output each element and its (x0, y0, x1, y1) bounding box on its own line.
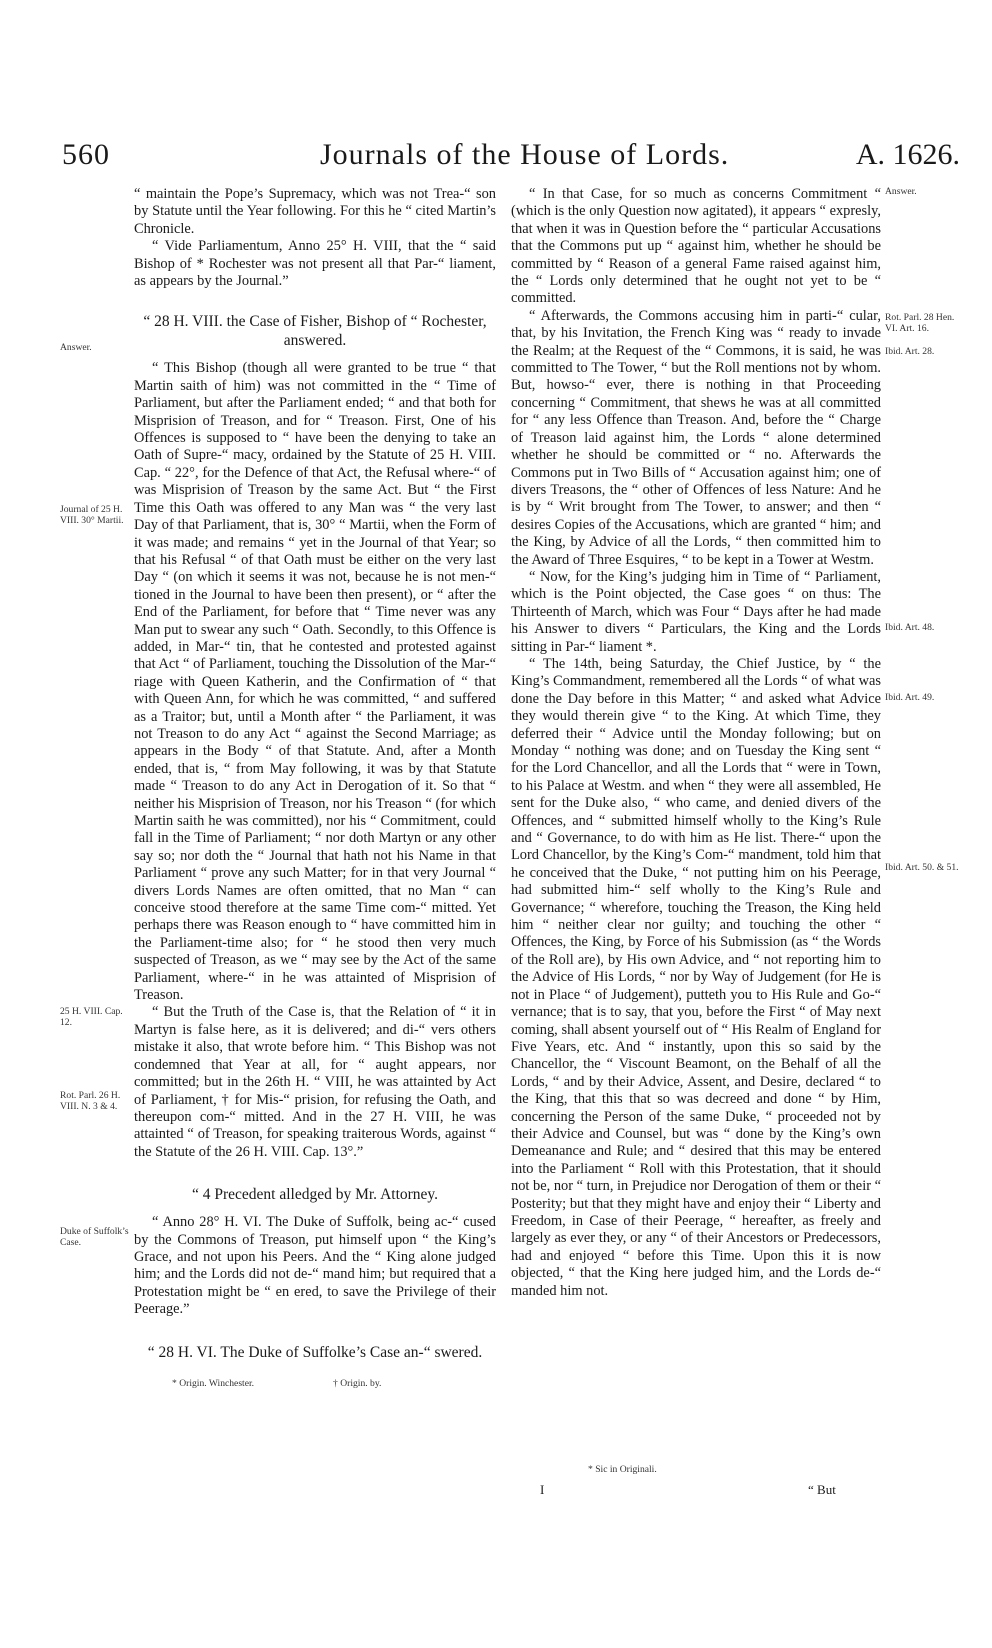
running-title: Journals of the House of Lords. (320, 138, 730, 171)
paragraph: “ This Bishop (though all were granted to be true “ that Martin saith of him) was not committed in the “ Time of Parliament, but after the Parliament ended; “ and that both for Misprision of Treason, and for “ Treason. First, One of his Offences is supposed to “ have been the denying to take an Oath of Supre-“ macy, ordained by the Statute of 25 H. VIII. Cap. “ 22°, for the Defence of that Act, the Refusal where-“ of was Misprision of Treason by the same Act. But “ the First Time this Oath was offered to any Man was “ the very last Day of that Parliament, that is, 30° “ Martii, when the Form of it was made; and remains “ yet in the Journal of that Year; so that his Refusal “ of that Oath must be either on the very last Day “ (on which it seems it was not, because he is not men-“ tioned in the Journal to have been then present), or “ after the End of the Parliament, for before that “ Time never was any Man put to swear any such “ Oath. Secondly, to this Offence is added, in Mar-“ tin, that he contested and protested against that Act “ of Parliament, touching the Dissolution of the Mar-“ riage with Queen Katherin, and the Confirmation of “ that with Queen Ann, for which he was committed, “ and suffered as a Traitor; but, until a Month after “ the Parliament, it was not Treason to do any Act “ against the Second Marriage; as appears in the Body “ of that Statute. And, after a Month ended, that is, “ from May following, it was by that Statute made “ Treason to do any Act in Derogation of it. So that “ neither his Misprision of Treason, nor his Treason “ (for which Martin saith he was committed), nor his “ Commitment, could fall in the Time of Parliament; “ nor doth Martyn or any other say so; nor doth the “ Journal that hath not his Name in that Parliament “ prove any such Matter; for in that very Journal “ divers Lords Names are often omitted, that no Man “ can conceive stood therefore at the same Time com-“ mitted. Yet perhaps there was Reason enough to “ have committed him in the Parliament-time also; for “ he stood then very much suspected of Treason, as we “ may see by the Act of the same Parliament, where-“ in he was attainted of Misprision of Treason. (134, 360, 496, 1004)
right-column (511, 186, 881, 1300)
paragraph: “ In that Case, for so much as concerns Commitment “ (which is the only Question now agitated), it appears “ expresly, that when it was in Question before the “ particular Accusations that the Commons put up “ against him, whether he should be committed by “ Reason of a general Fame raised against him, the “ Lords only determined that he ought not yet to be “ committed. (511, 186, 881, 307)
margin-note-rot: Rot. Parl. 26 H. VIII. N. 3 & 4. (60, 1090, 121, 1112)
margin-note-answer-right: Answer. (885, 186, 917, 197)
footnote: * Sic in Originali. (588, 1464, 657, 1475)
paragraph: “ Afterwards, the Commons accusing him in parti-“ cular, that, by his Invitation, the French King was “ ready to invade the Realm; at the Request of the “ Commons, it is said, he was committed to The Tower, “ but the Roll mentions not by whom. But, howso-“ ever, there is nothing in that Proceeding concerning “ Commitment, that shews he was at all committed for “ any less Offence than Treason. And, before the “ Charge of Treason laid against him, the Lords “ alone determined whether he should be committed or “ no. Afterwards the Commons put in Two Bills of “ Accusation against him; one of divers Treasons, the “ other of Offences of less Nature: And he is by “ Writ brought from The Tower, to answer; and then “ desires Copies of the Accusations, which are granted “ him; and the King, by Advice of all the Lords, “ then committed him to the Award of Three Esquires, “ to be kept in a Tower at Westm. (511, 307, 881, 568)
year-heading: A. 1626. (855, 138, 960, 171)
footnote: † Origin. by. (333, 1378, 382, 1389)
paragraph: “ maintain the Pope’s Supremacy, which was not Trea-“ son by Statute until the Year following. For this he “ cited Martin’s Chronicle. (134, 186, 496, 237)
margin-note-duke: Duke of Suffolk’s Case. (60, 1226, 129, 1248)
catchword: “ But (808, 1482, 836, 1497)
footnote: * Origin. Winchester. (172, 1378, 255, 1389)
left-column (134, 186, 496, 1362)
paragraph: “ Now, for the King’s judging him in Time of “ Parliament, which is the Point objected, the Case goes “ on thus: The Thirteenth of March, which was Four “ Days after he had made his Answer to divers “ Particulars, the King and the Lords sitting in Par-“ liament *. (511, 568, 881, 655)
margin-note-ibid: Ibid. Art. 28. (885, 346, 935, 357)
page-header (62, 138, 960, 178)
margin-note-answer: Answer. (60, 342, 92, 353)
margin-note-rot-right: Rot. Parl. 28 Hen. VI. Art. 16. (885, 312, 955, 334)
margin-note-statute: 25 H. VIII. Cap. 12. (60, 1006, 123, 1028)
signature-mark: I (540, 1482, 545, 1497)
margin-note-journal: Journal of 25 H. VIII. 30° Martii. (60, 504, 124, 526)
page-number: 560 (62, 138, 110, 171)
paragraph: “ Anno 28° H. VI. The Duke of Suffolk, being ac-“ cused by the Commons of Treason, put himself upon “ the King’s Grace, and not upon his Peers. And the “ King alone judged him; and the Lords did not de-“ mand him; but required that a Protestation might be “ en ered, to save the Privilege of their Peerage.” (134, 1214, 496, 1318)
margin-note-ibid: Ibid. Art. 48. (885, 622, 935, 633)
section-heading: “ 28 H. VIII. the Case of Fisher, Bishop of “ Rochester, answered. (143, 313, 487, 350)
margin-note-ibid: Ibid. Art. 50. & 51. (885, 862, 959, 873)
paragraph: “ The 14th, being Saturday, the Chief Justice, by “ the King’s Commandment, remembered all the Lords “ of what was done the Day before in this Matter; “ and asked what Advice they would therein give “ to the King. At which Time, they deferred their “ Advice until the Monday following; but on Monday “ nothing was done; and on Tuesday the King sent “ for the Lord Chancellor, and all the Lords that “ were in Town, to his Palace at Westm. and when “ they were all assembled, He sent for the Duke also, “ who came, and denied divers of the Offences, and “ submitted himself wholly to the King’s Rule and “ Governance, to do with him as He list. There-“ upon the Lord Chancellor, by the King’s Com-“ mandment, told him that he conceived that the Duke, “ not putting him on his Peerage, had submitted him-“ self wholly to the King’s Rule and Governance; “ wherefore, touching the Treason, the King held him “ neither clear nor guilty; and touching the other “ Offences, the King, by Force of his Submission (as “ the Words of the Roll are), by His own Advice, and “ not reporting him to the Advice of His Lords, “ nor by Way of Judgement (for He is not in Place “ of Judgement), putteth you to His Rule and Go-“ vernance; that is to say, that you, before the First “ of May next coming, shall absent yourself out of “ His Realm of England for Five Years, etc. And “ instantly, upon this so said by the Chancellor, the “ Viscount Beamont, on the Behalf of all the Lords, “ and by their Advice, Assent, and Desire, declared “ to the King, that this that so was decreed and done “ by Him, concerning the Person of the same Duke, “ proceeded not by their Advice and Counsel, but was “ done by the King’s own Demeanance and Rule; and “ desired that this may be entered into the Parliament “ Roll with this Protestation, that it should not be, nor “ turn, in Prejudice nor Derogation of them or their “ Posterity; but that they might have and enjoy their “ Liberty and Freedom, in Case of their Peerage, “ hereafter, as freely and largely as ever they, or any “ of their Ancestors or Predecessors, had and enjoyed “ before this Time. Upon this it is now objected, “ that the King here judged him, and the Lords de-“ manded him not. (511, 655, 881, 1299)
paragraph: “ Vide Parliamentum, Anno 25° H. VIII, that the “ said Bishop of * Rochester was not present all that Par-“ liament, as appears by the Journal.” (134, 238, 496, 290)
margin-note-ibid: Ibid. Art. 49. (885, 692, 935, 703)
paragraph: “ But the Truth of the Case is, that the Relation of “ it in Martyn is false here, as it is delivered; and di-“ vers others mistake it also, that wrote before him. “ This Bishop was not condemned that Year at all, for “ aught appears, nor committed; but in the 26th H. “ VIII, he was attainted by Act of Parliament, † for Mis-“ prision, for refusing the Oath, and thereupon com-“ mitted. And in the 27 H. VIII, he was attainted “ of Treason, for speaking traiterous Words, against “ the Statute of the 26 H. VIII. Cap. 13°.” (134, 1004, 496, 1160)
section-heading: “ 28 H. VI. The Duke of Suffolke’s Case an-“ swered. (147, 1343, 483, 1361)
section-heading: “ 4 Precedent alledged by Mr. Attorney. (191, 1186, 439, 1204)
